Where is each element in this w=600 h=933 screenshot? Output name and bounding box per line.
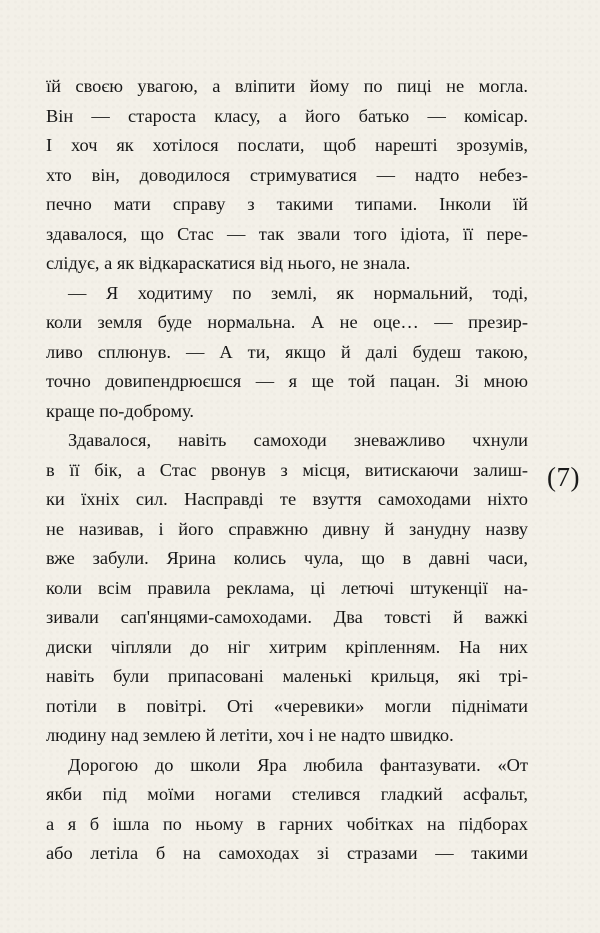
text-line: — Я ходитиму по землі, як нормальний, тоді, xyxy=(68,282,528,303)
text-line: ки їхніх сил. Насправді те взуття самоходами ніхто xyxy=(46,489,528,509)
text-line: Здавалося, навіть самоходи зневажливо чхнули xyxy=(68,430,528,450)
text-line: хто він, доводилося стримуватися — надто небез- xyxy=(46,164,528,185)
text-line: точно довипендрюєшся — я ще той пацан. Зі мною xyxy=(46,371,528,391)
text-line: диски чіпляли до ніг хитрим кріпленням. На них xyxy=(46,636,528,657)
text-line: І хоч як хотілося послати, щоб нарешті зрозумів, xyxy=(46,135,528,155)
text-line: навіть були припасовані маленькі крильця, які трі- xyxy=(46,666,528,686)
text-line: потіли в повітрі. Оті «черевики» могли піднімати xyxy=(46,695,528,716)
page-number: (7) xyxy=(547,462,580,492)
text-line: краще по-доброму. xyxy=(46,400,194,421)
text-line: якби під моїми ногами стелився гладкий асфальт, xyxy=(46,784,528,804)
text-line: ливо сплюнув. — А ти, якщо й далі будеш такою, xyxy=(46,341,528,362)
text-line: або летіла б на самоходах зі стразами — такими xyxy=(46,843,528,863)
text-line: не називав, і його справжню дивну й занудну назву xyxy=(46,518,528,539)
body-text xyxy=(46,72,528,869)
text-line: а я б ішла по ньому в гарних чобітках на підборах xyxy=(46,813,528,834)
text-line: слідує, а як відкараскатися від нього, не знала. xyxy=(46,253,411,273)
text-line: Дорогою до школи Яра любила фантазувати. «От xyxy=(68,754,528,775)
text-line: Він — староста класу, а його батько — комісар. xyxy=(46,105,528,126)
text-line: в її бік, а Стас рвонув з місця, витискаючи залиш- xyxy=(46,459,528,480)
text-line: вже забули. Ярина колись чула, що в давні часи, xyxy=(46,548,528,568)
text-line: їй своєю увагою, а вліпити йому по пиці не могла. xyxy=(46,76,528,96)
text-line: здавалося, що Стас — так звали того ідіота, її пере- xyxy=(46,223,528,244)
text-line: зивали сап'янцями-самоходами. Два товсті й важкі xyxy=(46,607,528,627)
text-line: печно мати справу з такими типами. Інколи їй xyxy=(46,194,528,214)
text-line: коли земля буде нормальна. А не оце… — презир- xyxy=(46,312,528,332)
text-line: людину над землею й летіти, хоч і не надто швидко. xyxy=(46,725,454,745)
text-line: коли всім правила реклама, ці летючі штукенції на- xyxy=(46,577,528,598)
